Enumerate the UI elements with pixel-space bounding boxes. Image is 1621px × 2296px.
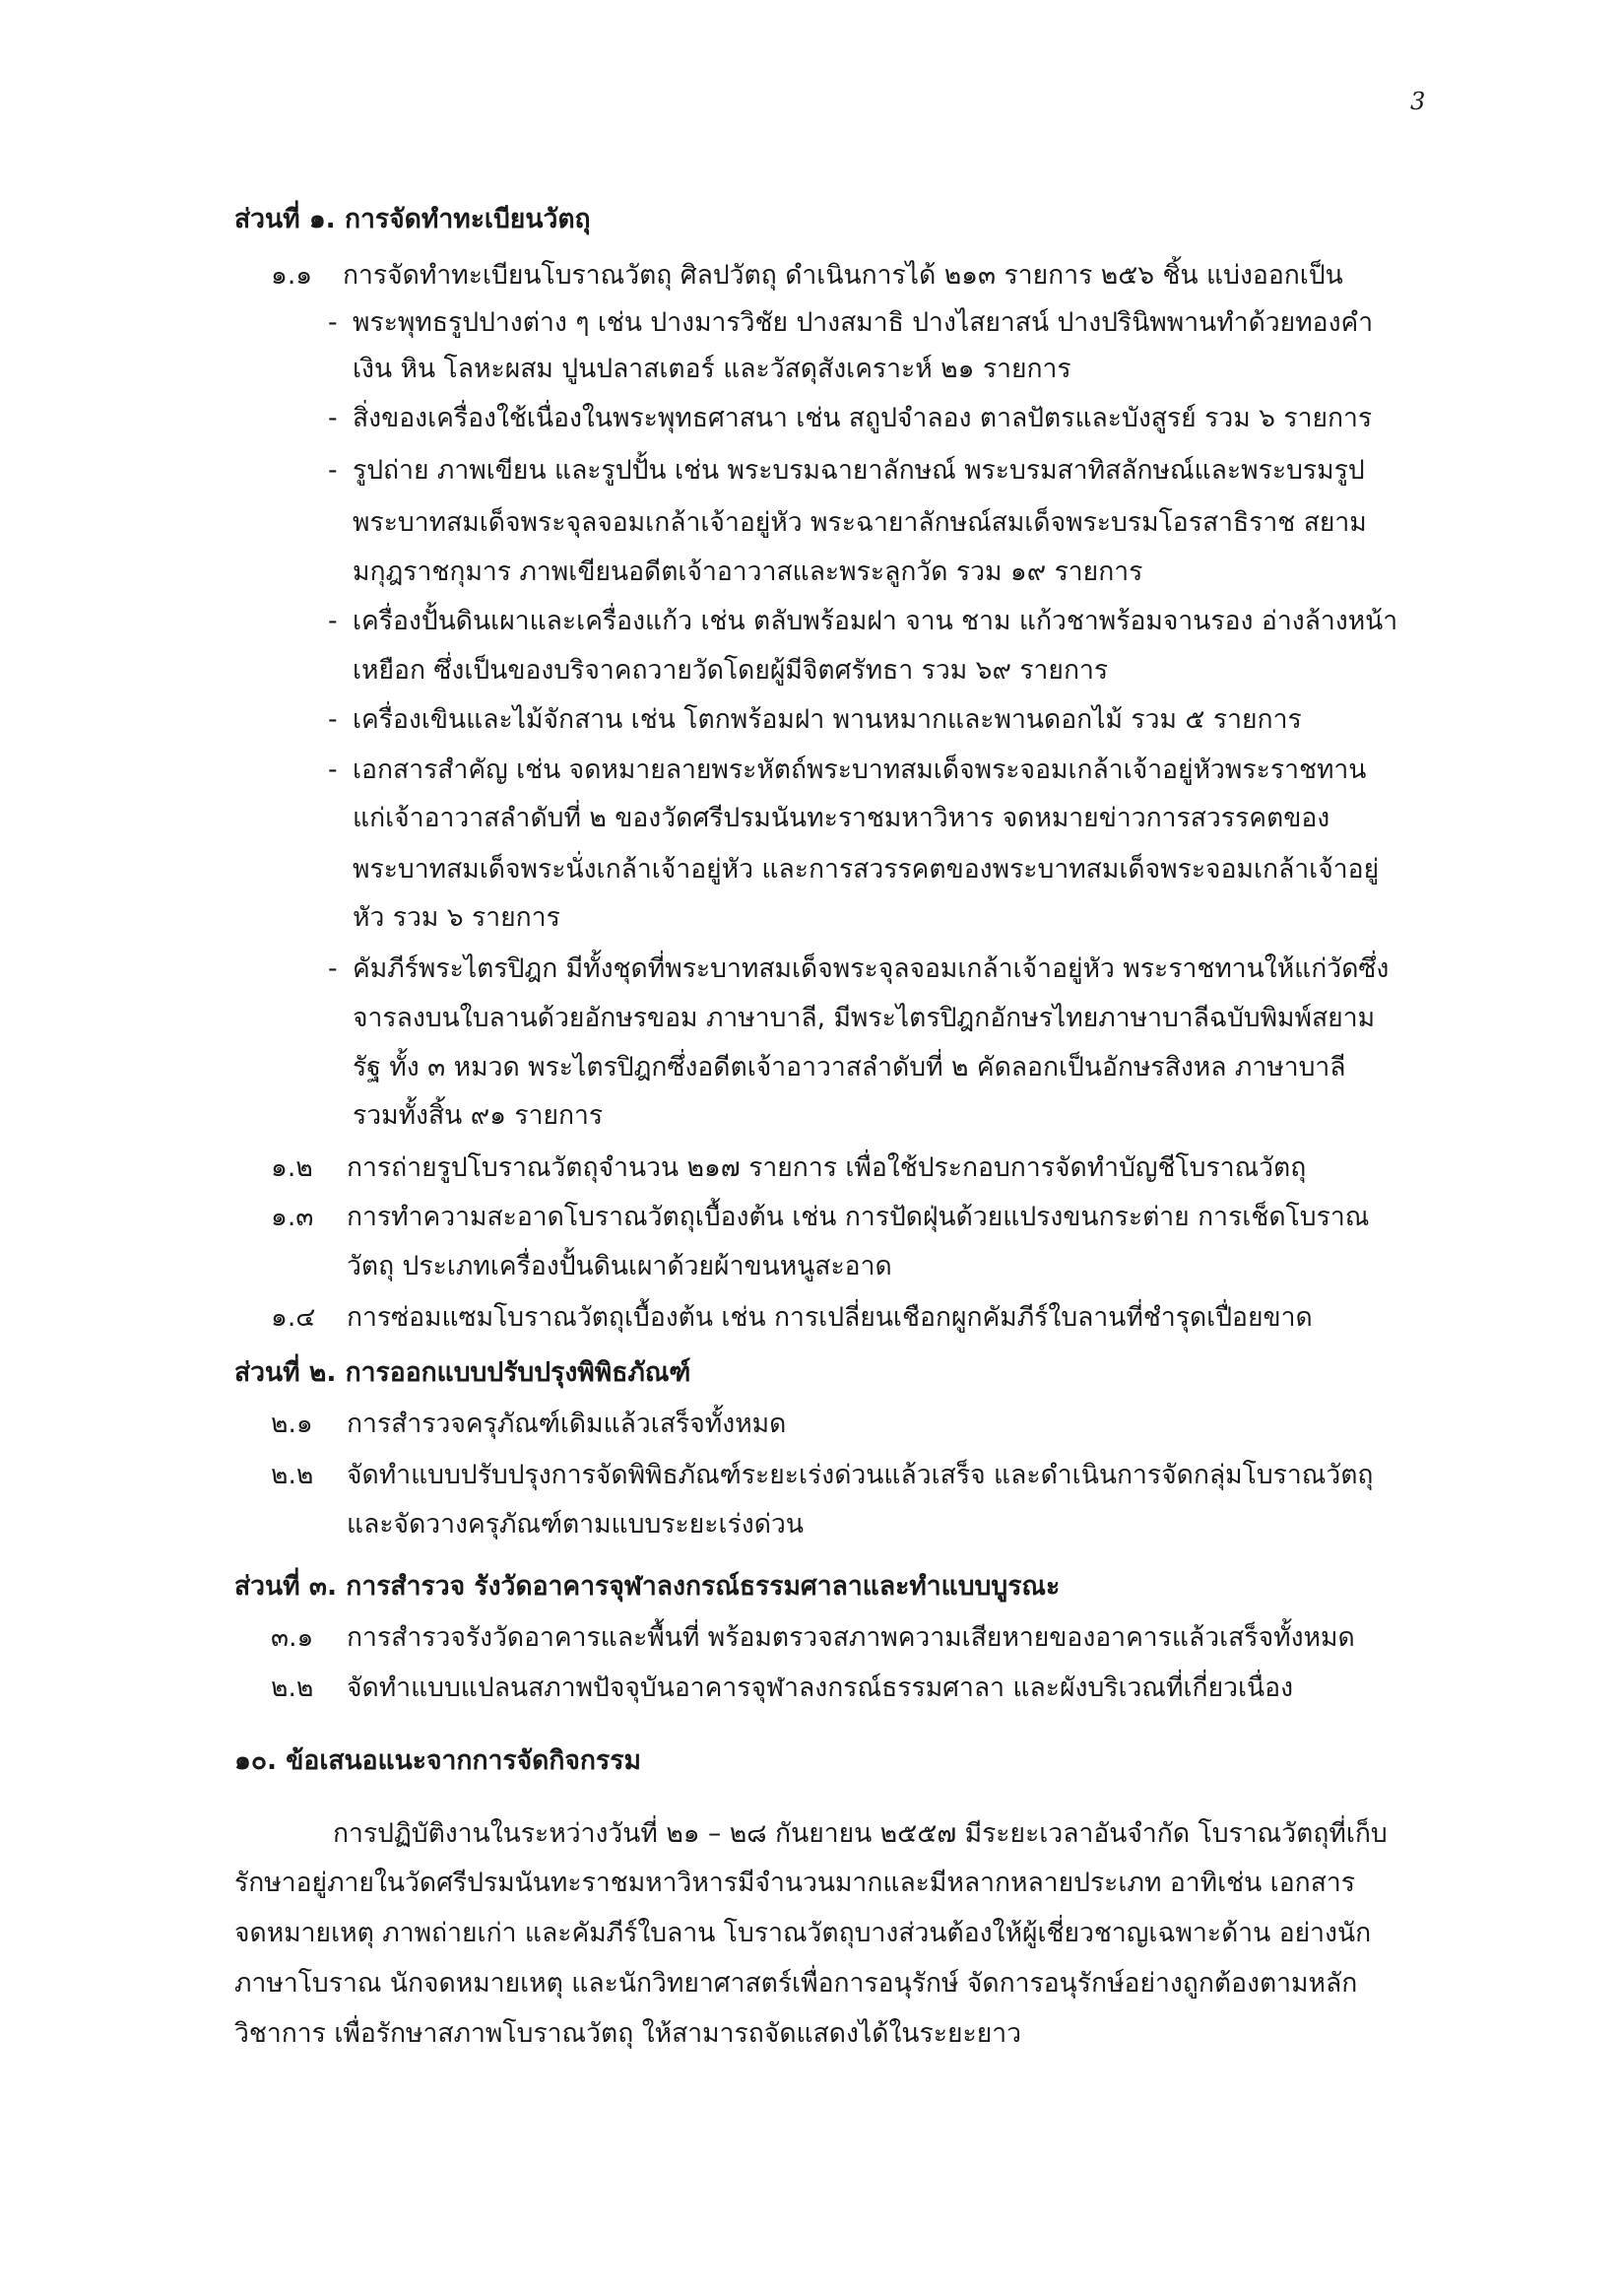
bullet-3-line-2: พระบาทสมเด็จพระจุลจอมเกล้าเจ้าอยู่หัว พระฉายาลักษณ์สมเด็จพระบรมโอรสาธิราช สยาม <box>353 507 1367 538</box>
section-10-heading: ๑๐. ข้อเสนอแนะจากการจัดกิจกรรม <box>234 1745 641 1776</box>
bullet-2-line-1: สิ่งของเครื่องใช้เนื่องในพระพุทธศาสนา เช่น สถูปจำลอง ตาลปัตรและบังสูรย์ รวม ๖ รายการ <box>353 403 1373 433</box>
bullet-dash: - <box>328 455 338 486</box>
item-1-3-line-1: การทำความสะอาดโบราณวัตถุเบื้องต้น เช่น การปัดฝุ่นด้วยแปรงขนกระต่าย การเช็ดโบราณ <box>347 1202 1370 1232</box>
item-1-1-text: การจัดทำทะเบียนโบราณวัตถุ ศิลปวัตถุ ดำเนินการได้ ๒๑๓ รายการ ๒๕๖ ชิ้น แบ่งออกเป็น <box>343 260 1343 291</box>
bullet-6-line-3: พระบาทสมเด็จพระนั่งเกล้าเจ้าอยู่หัว และการสวรรคตของพระบาทสมเด็จพระจอมเกล้าเจ้าอยู่ <box>353 854 1380 885</box>
bullet-3-line-3: มกุฎราชกุมาร ภาพเขียนอดีตเจ้าอาวาสและพระลูกวัด รวม ๑๙ รายการ <box>353 557 1143 587</box>
part1-heading: ส่วนที่ ๑. การจัดทำทะเบียนวัตถุ <box>234 204 591 234</box>
bullet-3-line-1: รูปถ่าย ภาพเขียน และรูปปั้น เช่น พระบรมฉายาลักษณ์ พระบรมสาทิสลักษณ์และพระบรมรูป <box>353 455 1365 486</box>
bullet-dash: - <box>328 307 338 338</box>
bullet-7-line-1: คัมภีร์พระไตรปิฎก มีทั้งชุดที่พระบาทสมเด็จพระจุลจอมเกล้าเจ้าอยู่หัว พระราชทานให้แก่วัดซึ่ง <box>353 953 1390 984</box>
item-2-2-line-1: จัดทำแบบปรับปรุงการจัดพิพิธภัณฑ์ระยะเร่งด่วนแล้วเสร็จ และดำเนินการจัดกลุ่มโบราณวัตถุ <box>347 1460 1374 1490</box>
item-1-3-number: ๑.๓ <box>271 1202 314 1232</box>
bullet-1-line-1: พระพุทธรูปปางต่าง ๆ เช่น ปางมารวิชัย ปางสมาธิ ปางไสยาสน์ ปางปรินิพพานทำด้วยทองคำ <box>353 307 1374 338</box>
bullet-dash: - <box>328 403 338 433</box>
item-1-2-number: ๑.๒ <box>271 1152 313 1183</box>
bullet-6-line-4: หัว รวม ๖ รายการ <box>353 902 560 933</box>
bullet-dash: - <box>328 704 338 735</box>
item-3-2-number: ๒.๒ <box>271 1673 314 1703</box>
part2-heading: ส่วนที่ ๒. การออกแบบปรับปรุงพิพิธภัณฑ์ <box>234 1357 691 1388</box>
paragraph-line-5: วิชาการ เพื่อรักษาสภาพโบราณวัตถุ ให้สามารถจัดแสดงได้ในระยะยาว <box>234 2018 1022 2049</box>
item-1-3-line-2: วัตถุ ประเภทเครื่องปั้นดินเผาด้วยผ้าขนหนูสะอาด <box>347 1251 892 1281</box>
bullet-6-line-1: เอกสารสำคัญ เช่น จดหมายลายพระหัตถ์พระบาทสมเด็จพระจอมเกล้าเจ้าอยู่หัวพระราชทาน <box>353 754 1367 785</box>
item-1-2-text: การถ่ายรูปโบราณวัตถุจำนวน ๒๑๗ รายการ เพื่อใช้ประกอบการจัดทำบัญชีโบราณวัตถุ <box>347 1152 1307 1183</box>
item-2-2-line-2: และจัดวางครุภัณฑ์ตามแบบระยะเร่งด่วน <box>347 1509 804 1540</box>
paragraph-line-4: ภาษาโบราณ นักจดหมายเหตุ และนักวิทยาศาสตร์เพื่อการอนุรักษ์ จัดการอนุรักษ์อย่างถูกต้องตามหลัก <box>234 1968 1358 1999</box>
bullet-6-line-2: แก่เจ้าอาวาสลำดับที่ ๒ ของวัดศรีปรมนันทะราชมหาวิหาร จดหมายข่าวการสวรรคตของ <box>353 803 1330 833</box>
item-3-1-number: ๓.๑ <box>271 1622 314 1653</box>
bullet-dash: - <box>328 953 338 984</box>
bullet-dash: - <box>328 754 338 785</box>
item-1-4-text: การซ่อมแซมโบราณวัตถุเบื้องต้น เช่น การเปลี่ยนเชือกผูกคัมภีร์ใบลานที่ชำรุดเปื่อยขาด <box>347 1302 1313 1333</box>
bullet-5-line-1: เครื่องเขินและไม้จักสาน เช่น โตกพร้อมฝา พานหมากและพานดอกไม้ รวม ๕ รายการ <box>353 704 1302 735</box>
item-1-4-number: ๑.๔ <box>271 1302 316 1333</box>
part3-heading: ส่วนที่ ๓. การสำรวจ รังวัดอาคารจุฬาลงกรณ์ธรรมศาลาและทำแบบบูรณะ <box>234 1571 1061 1602</box>
item-3-1-text: การสำรวจรังวัดอาคารและพื้นที่ พร้อมตรวจสภาพความเสียหายของอาคารแล้วเสร็จทั้งหมด <box>347 1622 1355 1653</box>
bullet-7-line-4: รวมทั้งสิ้น ๙๑ รายการ <box>353 1100 604 1131</box>
item-1-1-number: ๑.๑ <box>271 260 313 291</box>
item-3-2-text: จัดทำแบบแปลนสภาพปัจจุบันอาคารจุฬาลงกรณ์ธรรมศาลา และผังบริเวณที่เกี่ยวเนื่อง <box>347 1673 1294 1703</box>
item-2-1-text: การสำรวจครุภัณฑ์เดิมแล้วเสร็จทั้งหมด <box>347 1409 787 1439</box>
bullet-1-line-2: เงิน หิน โลหะผสม ปูนปลาสเตอร์ และวัสดุสังเคราะห์ ๒๑ รายการ <box>353 354 1071 384</box>
bullet-7-line-3: รัฐ ทั้ง ๓ หมวด พระไตรปิฎกซึ่งอดีตเจ้าอาวาสลำดับที่ ๒ คัดลอกเป็นอักษรสิงหล ภาษาบาลี <box>353 1052 1346 1082</box>
bullet-4-line-1: เครื่องปั้นดินเผาและเครื่องแก้ว เช่น ตลับพร้อมฝา จาน ชาม แก้วชาพร้อมจานรอง อ่างล้างหน้า <box>353 606 1398 636</box>
paragraph-line-2: รักษาอยู่ภายในวัดศรีปรมนันทะราชมหาวิหารมีจำนวนมากและมีหลากหลายประเภท อาทิเช่น เอกสาร <box>234 1868 1355 1898</box>
page-number: 3 <box>1410 88 1426 115</box>
bullet-4-line-2: เหยือก ซึ่งเป็นของบริจาคถวายวัดโดยผู้มีจิตศรัทธา รวม ๖๙ รายการ <box>353 655 1109 686</box>
bullet-7-line-2: จารลงบนใบลานด้วยอักษรขอม ภาษาบาลี, มีพระไตรปิฎกอักษรไทยภาษาบาลีฉบับพิมพ์สยาม <box>353 1003 1376 1033</box>
item-2-2-number: ๒.๒ <box>271 1460 314 1490</box>
paragraph-line-3: จดหมายเหตุ ภาพถ่ายเก่า และคัมภีร์ใบลาน โบราณวัตถุบางส่วนต้องให้ผู้เชี่ยวชาญเฉพาะด้าน อย่างนัก <box>234 1918 1372 1948</box>
item-2-1-number: ๒.๑ <box>271 1409 313 1439</box>
paragraph-line-1: การปฏิบัติงานในระหว่างวันที่ ๒๑ – ๒๘ กันยายน ๒๕๕๗ มีระยะเวลาอันจำกัด โบราณวัตถุที่เก็บ <box>333 1818 1388 1849</box>
bullet-dash: - <box>328 606 338 636</box>
